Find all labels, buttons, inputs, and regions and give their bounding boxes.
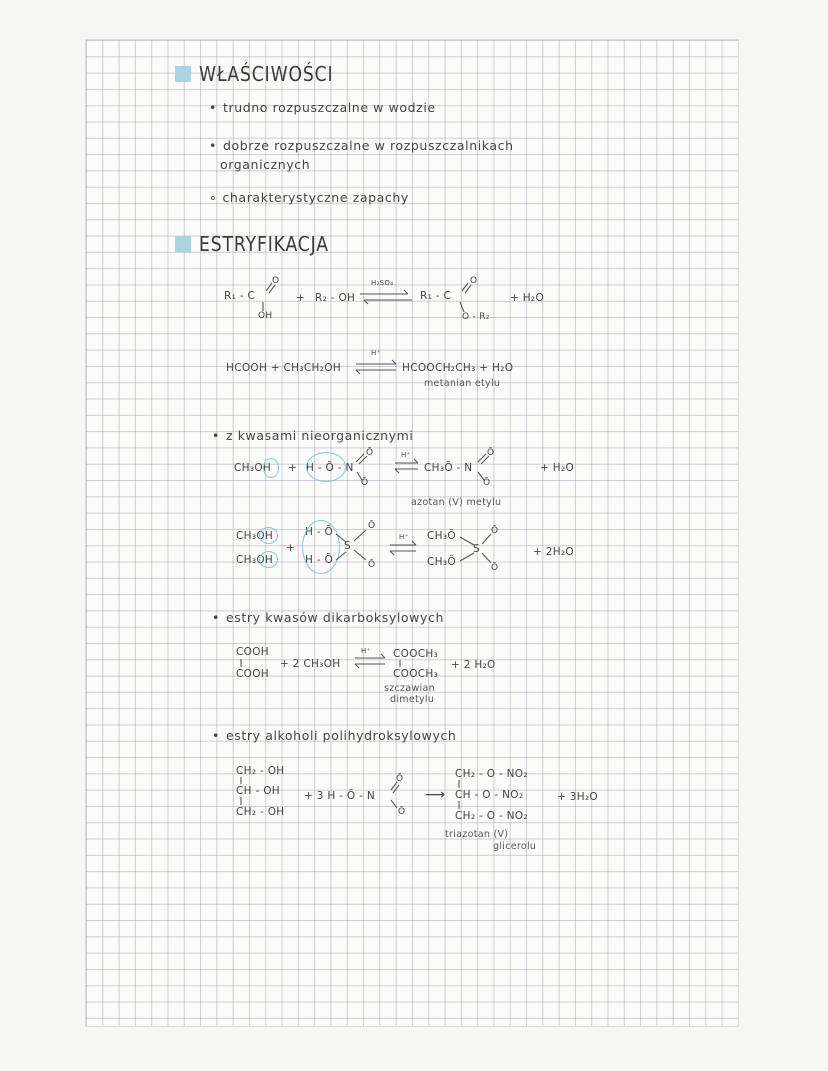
ester-carbonyl-o: O — [470, 276, 478, 286]
product-methoxy-2: CH₃Ō — [427, 556, 456, 568]
product-1: COOCH₃ — [393, 648, 439, 660]
nitric-acid: H - Ō - N — [306, 462, 354, 474]
water: + 2 H₂O — [451, 659, 496, 671]
acid-o-top: Ō — [366, 448, 374, 458]
catalyst: H⁺ — [371, 349, 381, 357]
acid-formula: R₁ - C — [224, 290, 256, 302]
acid-oh-1: H - Ō — [305, 526, 334, 538]
catalyst: H⁺ — [401, 451, 411, 459]
catalyst: H⁺ — [361, 647, 371, 655]
product-2: COOCH₃ — [393, 668, 439, 680]
alcohol-2: CH₃OH — [236, 554, 274, 566]
methyl-nitrate: CH₃Ō - N — [424, 462, 473, 474]
water: + 3H₂O — [557, 791, 598, 803]
plus-sign: + — [286, 542, 296, 554]
product-name-1: triazotan (V) — [445, 829, 509, 840]
acid-o-1: Ō — [368, 521, 376, 531]
water: + H₂O — [540, 462, 575, 474]
product-o-2: Ō — [491, 563, 499, 573]
glycerol-1: CH₂ - OH — [236, 765, 285, 777]
water: + H₂O — [510, 292, 545, 304]
acid-oh-2: H - Ō — [305, 554, 334, 566]
product-sulfur: S — [473, 543, 480, 555]
alcohol: CH₃OH — [234, 462, 272, 474]
glycerol-2: CH - OH — [236, 785, 280, 797]
catalyst: H⁺ — [399, 533, 409, 541]
reagent: + 2 CH₃OH — [280, 658, 341, 670]
property-item: ∘ charakterystyczne zapachy — [209, 190, 409, 205]
product-name-1: szczawian — [384, 683, 435, 694]
property-item-continuation: organicznych — [220, 157, 311, 172]
heading-text: WŁAŚCIWOŚCI — [199, 62, 334, 86]
product-o-1: Ō — [491, 526, 499, 536]
product-name: azotan (V) metylu — [411, 497, 502, 508]
subsection-title: • z kwasami nieorganicznymi — [212, 428, 413, 443]
reaction-arrow: ⟶ — [425, 787, 446, 803]
product-o-bottom: Ō — [483, 478, 491, 488]
heading-text: ESTRYFIKACJA — [199, 232, 329, 256]
plus-sign: + — [296, 292, 306, 304]
ester-alkoxy: O - R₂ — [462, 312, 490, 322]
product-name: metanian etylu — [424, 378, 501, 389]
acid-1: COOH — [236, 646, 269, 658]
water: + 2H₂O — [533, 546, 574, 558]
subsection-title: • estry kwasów dikarboksylowych — [212, 610, 444, 625]
product-methoxy-1: CH₃Ō — [427, 530, 456, 542]
glycerol-3: CH₂ - OH — [236, 806, 285, 818]
reagent-o-bottom: Ō — [398, 807, 406, 817]
reagent-o-top: Ō — [396, 774, 404, 784]
products: HCOOCH₂CH₃ + H₂O — [402, 362, 514, 374]
product-name-2: glicerolu — [493, 841, 537, 852]
product-2: CH - O - NO₂ — [455, 789, 524, 801]
carbonyl-o: O — [272, 276, 280, 286]
reagent: + 3 H - Ō - N — [304, 790, 375, 802]
alcohol-1: CH₃OH — [236, 530, 274, 542]
catalyst: H₂SO₄ — [371, 279, 394, 287]
acid-2: COOH — [236, 668, 269, 680]
reactants: HCOOH + CH₃CH₂OH — [226, 362, 341, 374]
subsection-title: • estry alkoholi polihydroksylowych — [212, 728, 456, 743]
product-1: CH₂ - O - NO₂ — [455, 768, 528, 780]
alcohol-formula: R₂ - OH — [315, 292, 356, 304]
product-3: CH₂ - O - NO₂ — [455, 810, 528, 822]
property-item: • trudno rozpuszczalne w wodzie — [209, 100, 436, 115]
plus-sign: + — [288, 462, 298, 474]
product-o-top: Ō — [487, 448, 495, 458]
hydroxyl: OH — [258, 311, 273, 321]
acid-o-bottom: Ō — [361, 478, 369, 488]
property-item: • dobrze rozpuszczalne w rozpuszczalnikach — [209, 138, 514, 153]
product-name-2: dimetylu — [390, 694, 435, 705]
acid-o-2: Ō — [368, 560, 376, 570]
sulfur: S — [344, 540, 351, 552]
ester-formula: R₁ - C — [420, 290, 452, 302]
